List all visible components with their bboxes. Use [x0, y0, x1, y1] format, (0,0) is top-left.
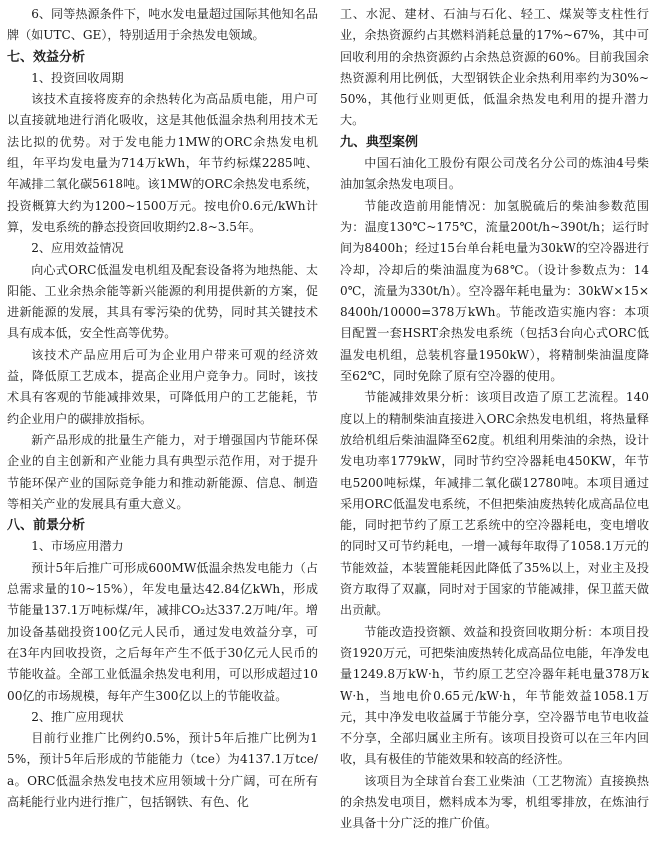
paragraph: 该技术产品应用后可为企业用户带来可观的经济效益，降低原工艺成本，提高企业用户竞争力。同时，该技术具有客观的节能减排效果，可降低用户的工艺能耗，节约企业用户的碳排放指标。: [7, 347, 318, 426]
subsection-heading: 1、市场应用潜力: [31, 539, 124, 554]
paragraph: 预计5年后推广可形成600MW低温余热发电能力（占总需求量的10~15%），年发电量达42.84亿kWh，形成节能量137.1万吨标煤/年，减排CO₂达337.2万吨/年。增加设备基础投资100亿元人民币，通过发电效益分享，可在3年内回收投资，之后每年产生不低于30亿元人民币的节能收益。全部工业低温余热发电利用，可以形成超过1000亿的市场规模，每年产生300亿以上的节能收益。: [7, 560, 318, 703]
left-column: [7, 4, 318, 813]
paragraph: 目前行业推广比例约0.5%，预计5年后推广比例为15%，预计5年后形成的节能能力（tce）为4137.1万tce/a。ORC低温余热发电技术应用领域十分广阔，可在所有高耗能行业内进行推广，包括钢铁、有色、化: [7, 731, 318, 809]
subsection-heading: 2、应用效益情况: [31, 241, 124, 256]
paragraph: 中国石油化工股份有限公司茂名分公司的炼油4号柴油加氢余热发电项目。: [340, 156, 649, 192]
paragraph: 新产品形成的批量生产能力，对于增强国内节能环保企业的自主创新和产业能力具有典型示范作用，对于提升节能环保产业的国际竞争能力和推动新能源、信息、制造等相关产业的发展具有重大意义。: [7, 432, 318, 511]
subsection-heading: 2、推广应用现状: [31, 709, 124, 724]
paragraph-continued: 工、水泥、建材、石油与石化、轻工、煤炭等支柱性行业，余热资源约占其燃料消耗总量的17%~67%，其中可回收利用的余热资源约占余热总资源的60%。目前我国余热资源利用比例低，大型钢铁企业余热利用率约为30%~50%，其他行业则更低，低温余热发电利用的提升潜力大。: [340, 7, 649, 128]
subsection-heading: 1、投资回收周期: [31, 70, 124, 85]
paragraph: 节能减排效果分析：该项目改造了原工艺流程。140度以上的精制柴油直接进入ORC余热发电机组，将热量释放给机组后柴油温降至62度。机组利用柴油的余热，设计发电功率1779kW，同时节约空冷器耗电450KW，年节电5200吨标煤，年减排二氧化碳12780吨。本项目通过采用ORC低温发电系统，不但把柴油废热转化成高品位电能，同时把节约了原工艺系统中的空冷器耗电，变电增收的同时又可节约耗电，一增一减每年取得了1058.1万元的节能效益，本装置能耗因此降低了35%以上，对业主及投资方取得了双赢，同时对于国家的节能减排，保卫蓝天做出贡献。: [340, 390, 649, 618]
paragraph: 该技术直接将废弃的余热转化为高品质电能，用户可以直接就地进行消化吸收，这是其他低温余热利用技术无法比拟的优势。对于发电能力1MW的ORC余热发电机组，年平均发电量为714万kWh，年节约标煤2285吨、年减排二氧化碳5618吨。该1MW的ORC余热发电系统，投资概算大约为1200~1500万元。按电价0.6元/kWh计算，发电系统的静态投资回收期约2.8~3.5年。: [7, 92, 318, 234]
section-heading: 七、效益分析: [7, 49, 86, 65]
section-heading: 八、前景分析: [7, 518, 86, 534]
section-heading: 九、典型案例: [340, 134, 419, 150]
paragraph: 节能改造前用能情况：加氢脱硫后的柴油参数范围为：温度130℃~175℃，流量200t/h~390t/h；运行时间为8400h；经过15台单台耗电量为30kW的空冷器进行冷却，冷却后的柴油温度为68℃。（设计参数点为：140℃，流量为330t/h）。空冷器年耗电量为：30kW×15×8400h/10000=378万kWh。节能改造实施内容：本项目配置一套HSRT余热发电系统（包括3台向心式ORC低温发电机组，总装机容量1950kW），将精制柴油温度降至62℃，同时免除了原有空冷器的使用。: [340, 198, 649, 384]
paragraph: 该项目为全球首台套工业柴油（工艺物流）直接换热的余热发电项目，燃料成本为零，机组零排放，在炼油行业具备十分广泛的推广价值。: [340, 773, 649, 831]
paragraph: 节能改造投资额、效益和投资回收期分析：本项目投资1920万元，可把柴油废热转化成高品位电能，年净发电量1249.8万kW·h，节约原工艺空冷器年耗电量378万kW·h，当地电价0.65元/kW·h，年节能效益1058.1万元，其中净发电收益属于节能分享，空冷器节电节电收益不分享，全部归属业主所有。该项目投资可以在三年内回收，具有极佳的节能效果和较高的经济性。: [340, 624, 649, 767]
paragraph: 向心式ORC低温发电机组及配套设备将为地热能、太阳能、工业余热余能等新兴能源的利用提供新的方案，促进新能源的发展，其具有零污染的优势，同时其关键技术具有成本低，安全性高等优势。: [7, 262, 318, 341]
right-column: [340, 4, 649, 835]
paragraph: 6、同等热源条件下，吨水发电量超过国际其他知名品牌（如UTC、GE），特别适用于余热发电领域。: [7, 7, 318, 43]
